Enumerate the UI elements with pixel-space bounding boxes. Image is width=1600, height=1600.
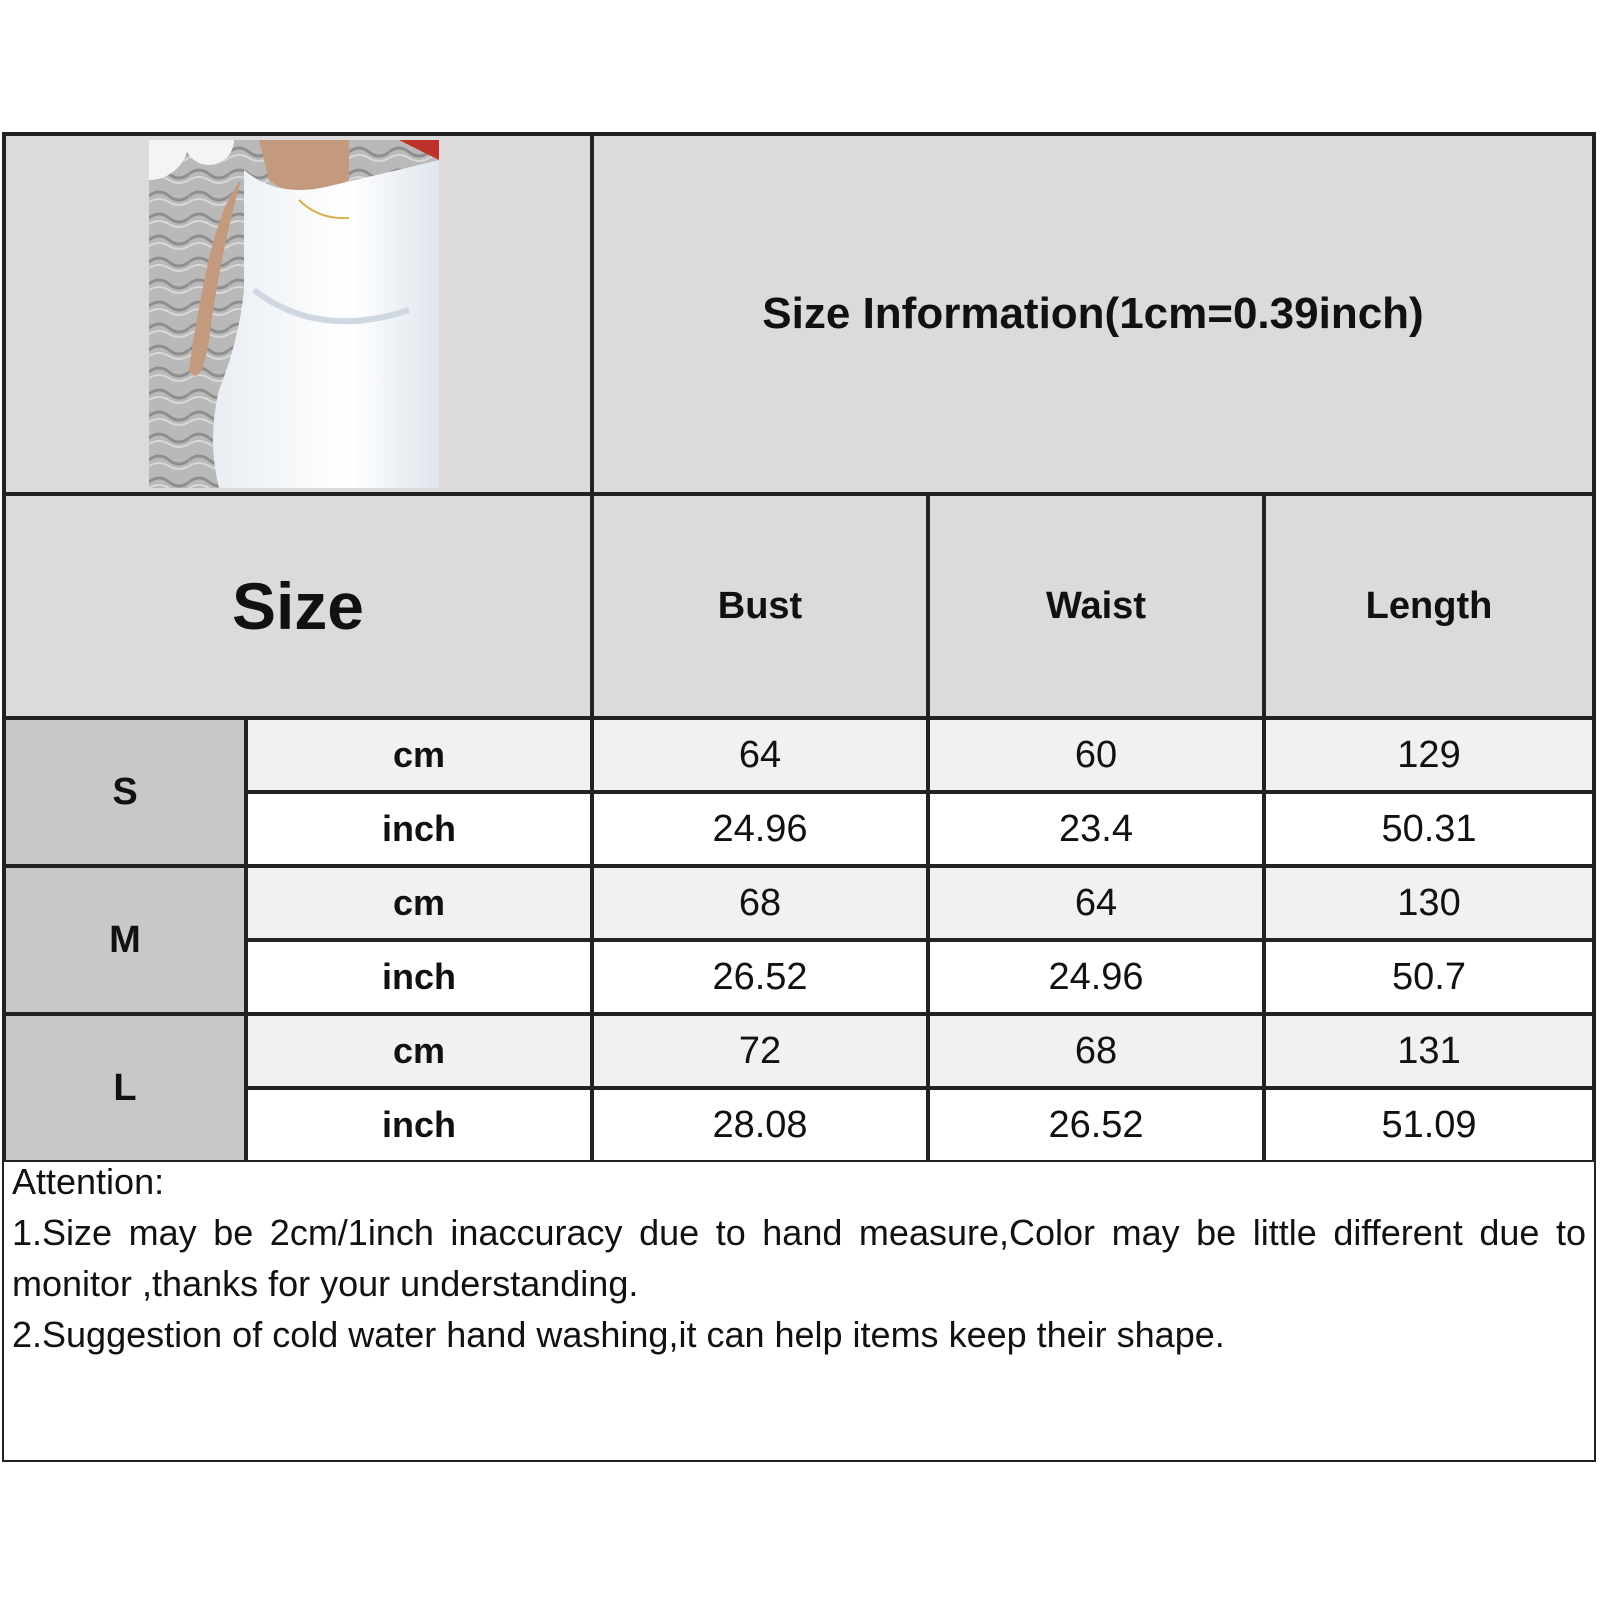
table-cell: 72 [592, 1014, 928, 1088]
table-cell: 50.7 [1264, 940, 1594, 1014]
column-header-waist: Waist [928, 494, 1264, 718]
notes-line-2: 2.Suggestion of cold water hand washing,it can help items keep their shape. [12, 1314, 1225, 1355]
table-cell: 23.4 [928, 792, 1264, 866]
unit-inch-m: inch [246, 940, 592, 1014]
unit-cm-l: cm [246, 1014, 592, 1088]
size-column-header [4, 494, 592, 718]
table-cell: 64 [592, 718, 928, 792]
product-photo-cell [4, 134, 592, 494]
size-header-label: Size [231, 569, 365, 643]
table-cell: 68 [592, 866, 928, 940]
unit-cm-s: cm [246, 718, 592, 792]
unit-inch-s: inch [246, 792, 592, 866]
product-photo [149, 140, 439, 488]
table-cell: 26.52 [928, 1088, 1264, 1162]
table-cell: 60 [928, 718, 1264, 792]
notes-heading: Attention: [12, 1161, 165, 1202]
table-cell: 26.52 [592, 940, 928, 1014]
size-label-l: L [4, 1014, 246, 1162]
column-header-bust: Bust [592, 494, 928, 718]
unit-cm-m: cm [246, 866, 592, 940]
table-cell: 131 [1264, 1014, 1594, 1088]
table-cell: 24.96 [928, 940, 1264, 1014]
table-cell: 51.09 [1264, 1088, 1594, 1162]
table-cell: 64 [928, 866, 1264, 940]
notes-line-1: 1.Size may be 2cm/1inch inaccuracy due to hand measure,Color may be little different due to monitor ,thanks for your understanding. [12, 1212, 1586, 1304]
table-cell: 24.96 [592, 792, 928, 866]
attention-notes [4, 1150, 1594, 1460]
column-header-length: Length [1264, 494, 1594, 718]
size-info-title-cell [592, 134, 1594, 494]
size-label-s: S [4, 718, 246, 866]
unit-inch-l: inch [246, 1088, 592, 1162]
size-chart [2, 132, 1596, 1462]
table-cell: 68 [928, 1014, 1264, 1088]
table-cell: 28.08 [592, 1088, 928, 1162]
size-label-m: M [4, 866, 246, 1014]
table-cell: 129 [1264, 718, 1594, 792]
table-cell: 130 [1264, 866, 1594, 940]
page-title: Size Information(1cm=0.39inch) [762, 289, 1424, 338]
table-cell: 50.31 [1264, 792, 1594, 866]
